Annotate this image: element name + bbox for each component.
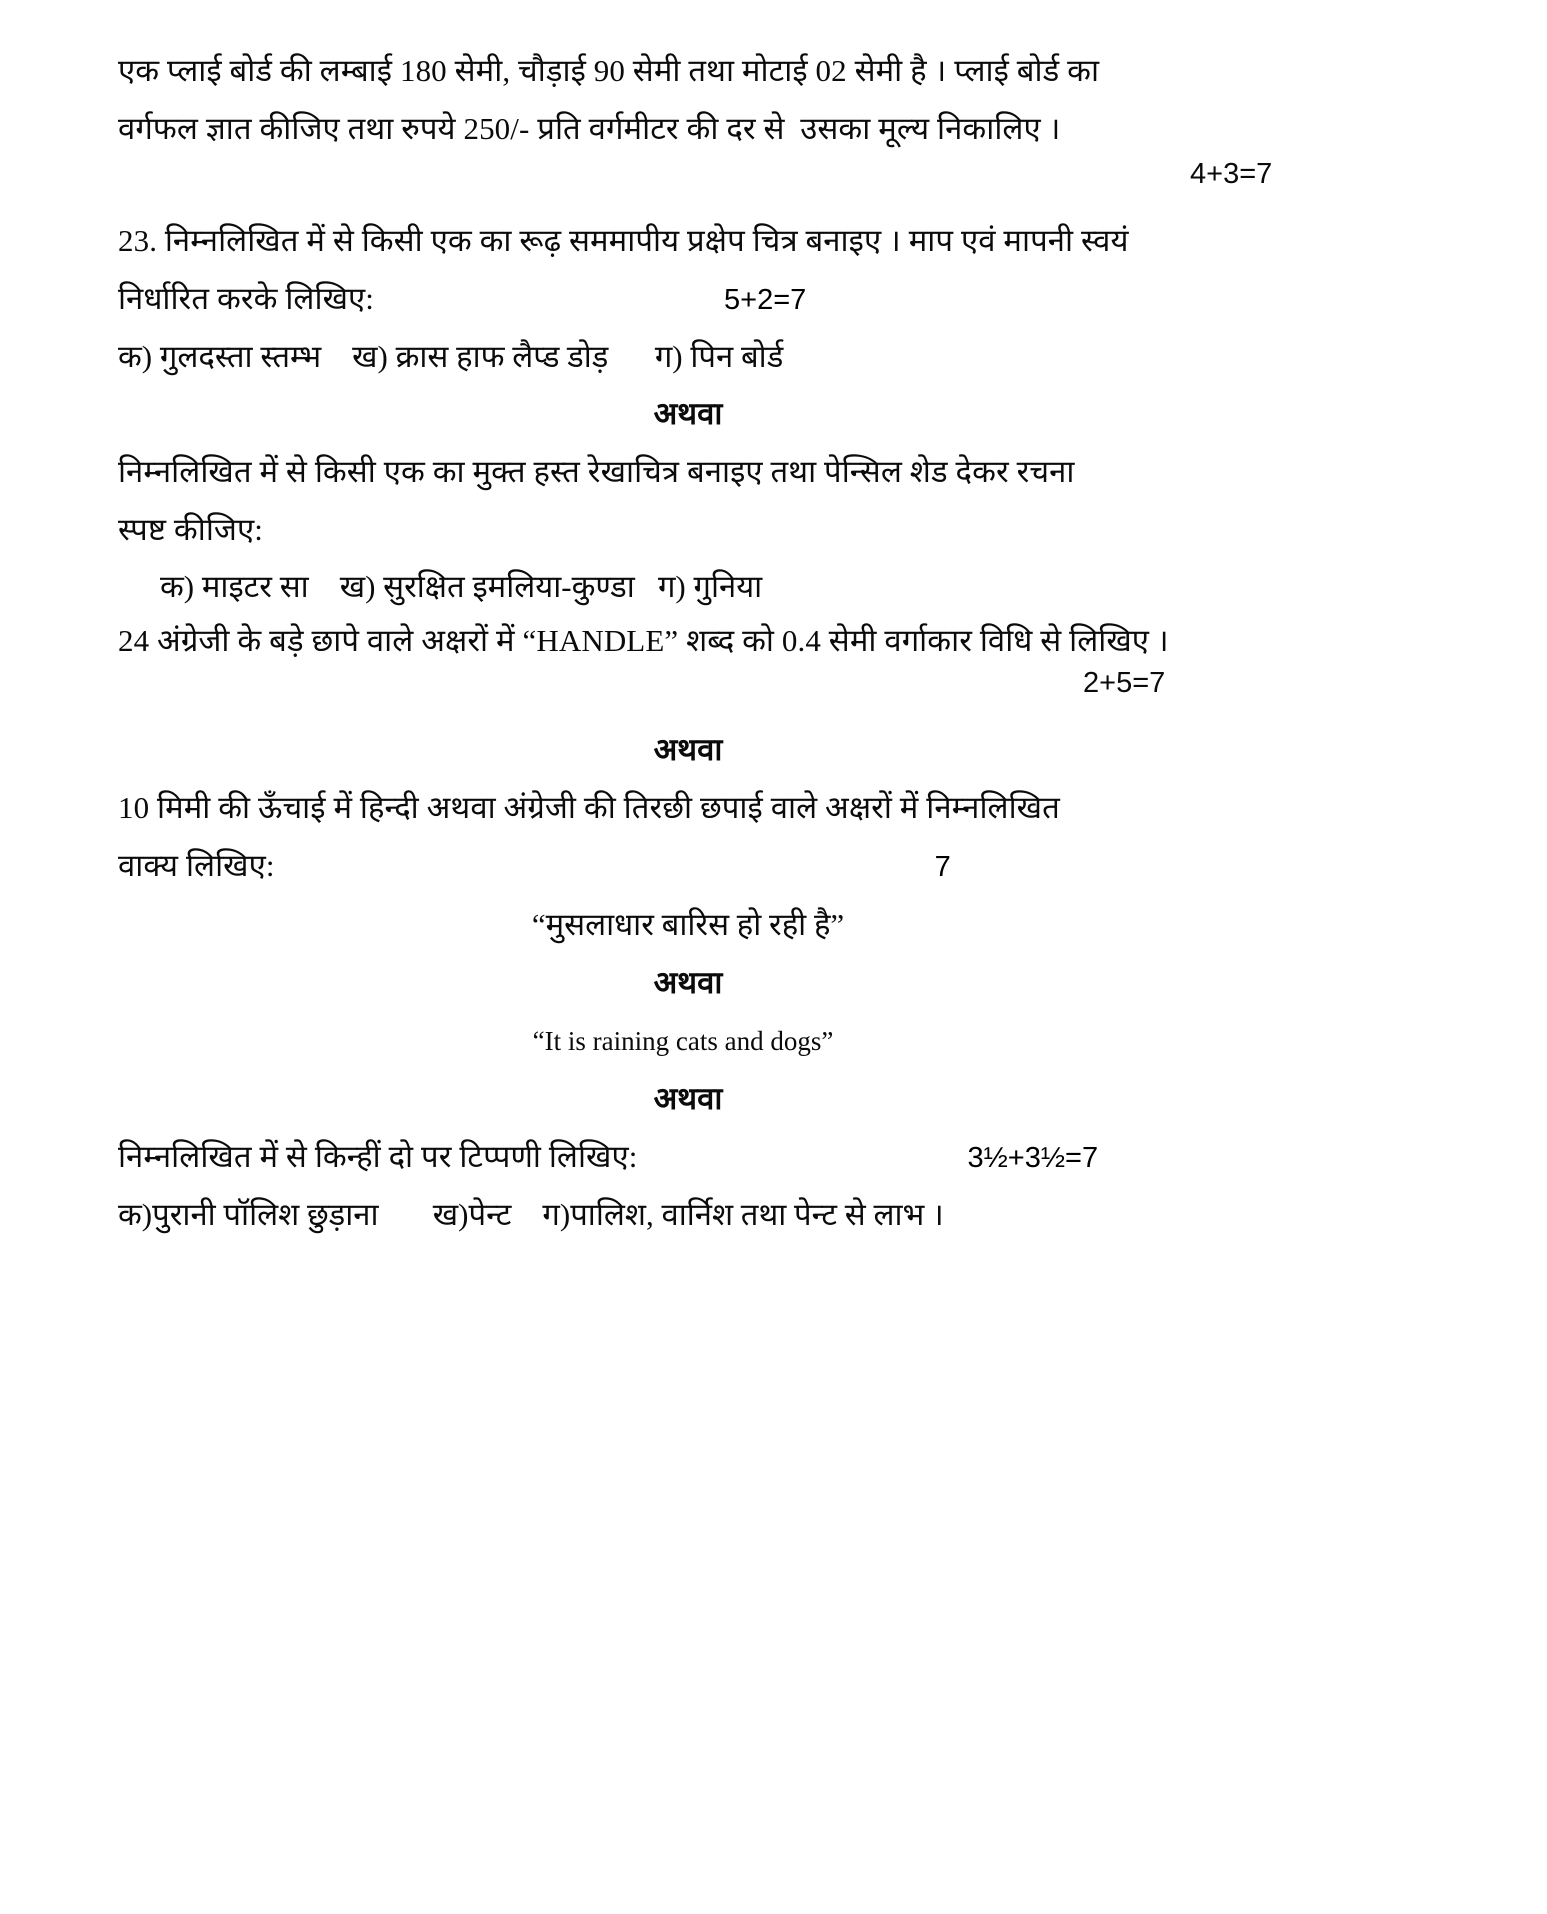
athava-separator-3: अथवा	[653, 965, 723, 1000]
athava-separator-4: अथवा	[653, 1081, 723, 1116]
athava-separator-2: अथवा	[653, 732, 723, 767]
q23-line-2-row	[118, 270, 1408, 329]
q22-marks-row	[118, 158, 1408, 212]
q23-alt-options: क) माइटर सा ख) सुरक्षित इमलिया-कुण्डा ग) गुनिया	[160, 569, 763, 604]
q24-alt2-line-1: निम्नलिखित में से किन्हीं दो पर टिप्पणी लिखिए:	[118, 1139, 638, 1174]
q24-alt2-marks: 3½+3½=7	[967, 1142, 1099, 1174]
q23-alt-line-2: स्पष्ट कीजिए:	[118, 512, 263, 547]
quote-hindi: “मुसलाधार बारिस हो रही है”	[531, 907, 845, 942]
q23-marks: 5+2=7	[724, 284, 807, 316]
q24-marks: 2+5=7	[1083, 667, 1166, 699]
q24-alt2-line-1-row	[118, 1128, 1408, 1187]
q24-alt2-options: क)पुरानी पॉलिश छुड़ाना ख)पेन्ट ग)पालिश, वार्निश तथा पेन्ट से लाभ ।	[118, 1197, 944, 1232]
q22-marks: 4+3=7	[1190, 158, 1273, 190]
q22-line-2: वर्गफल ज्ञात कीजिए तथा रुपये 250/- प्रति वर्गमीटर की दर से उसका मूल्य निकालिए ।	[118, 111, 1061, 146]
athava-separator-1: अथवा	[653, 396, 723, 431]
q23-options: क) गुलदस्ता स्तम्भ ख) क्रास हाफ लैप्ड डोड़ ग) पिन बोर्ड	[118, 339, 784, 374]
document-content	[118, 42, 1408, 1243]
q23-line-1: 23. निम्नलिखित में से किसी एक का रूढ़ सममापीय प्रक्षेप चित्र बनाइए । माप एवं मापनी स्वयं	[118, 223, 1129, 258]
q24-alt-line-1: 10 मिमी की ऊँचाई में हिन्दी अथवा अंग्रेजी की तिरछी छपाई वाले अक्षरों में निम्नलिखित	[118, 790, 1060, 825]
q24-alt-marks: 7	[934, 851, 951, 883]
q22-line-1: एक प्लाई बोर्ड की लम्बाई 180 सेमी, चौड़ाई 90 सेमी तथा मोटाई 02 सेमी है । प्लाई बोर्ड का	[118, 53, 1100, 88]
q24-line-1: 24 अंग्रेजी के बड़े छापे वाले अक्षरों में “HANDLE” शब्द को 0.4 सेमी वर्गाकार विधि से लिखिए ।	[118, 623, 1169, 658]
quote-english: “It is raining cats and dogs”	[532, 1026, 834, 1056]
q23-line-2: निर्धारित करके लिखिए:	[118, 281, 374, 316]
q24-marks-row	[118, 667, 1408, 721]
q23-alt-line-1: निम्नलिखित में से किसी एक का मुक्त हस्त रेखाचित्र बनाइए तथा पेन्सिल शेड देकर रचना	[118, 454, 1075, 489]
q24-alt-line-2-row	[118, 837, 1408, 896]
q24-alt-line-2: वाक्य लिखिए:	[118, 848, 275, 883]
